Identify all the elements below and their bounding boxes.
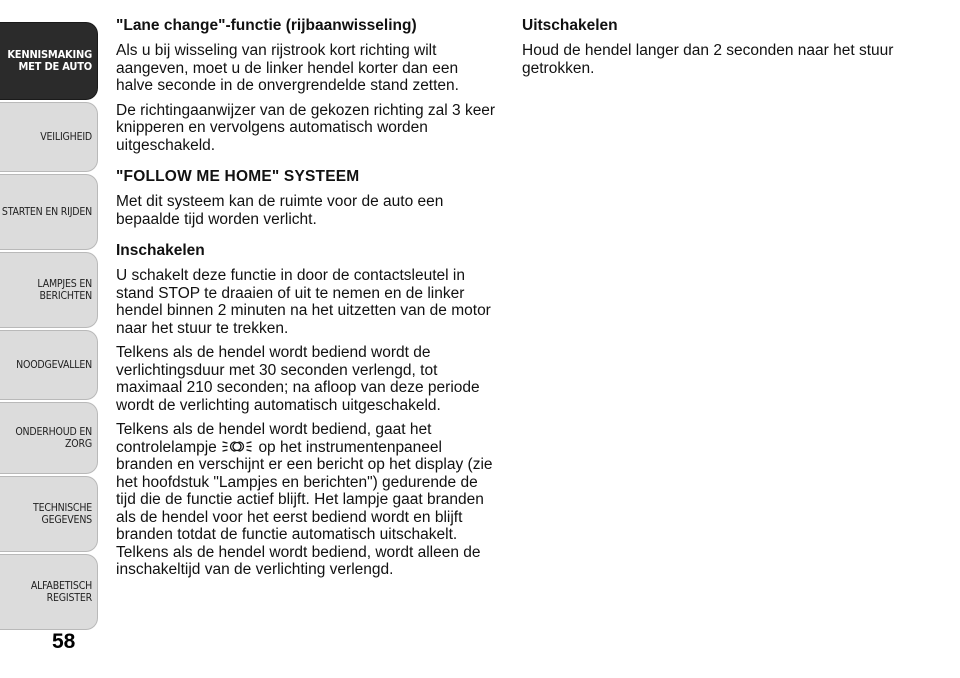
left-column bbox=[116, 17, 498, 579]
tab-lampjes-en-berichten[interactable] bbox=[0, 252, 98, 328]
inschakelen-paragraph-3-start: Telkens als de hendel wordt bediend, gaat het controlelampje bbox=[116, 421, 432, 456]
tab-label: NOODGEVALLEN bbox=[16, 359, 92, 371]
tab-label: LAMPJES EN BERICHTEN bbox=[37, 278, 92, 302]
tab-noodgevallen[interactable] bbox=[0, 330, 98, 400]
tab-label: STARTEN EN RIJDEN bbox=[1, 206, 92, 218]
lane-change-heading: "Lane change"-functie (rijbaanwisseling) bbox=[116, 17, 417, 34]
tab-label: TECHNISCHE GEGEVENS bbox=[33, 502, 92, 526]
tab-label: VEILIGHEID bbox=[40, 131, 92, 143]
tab-kennismaking[interactable] bbox=[0, 22, 98, 100]
inschakelen-paragraph-3 bbox=[116, 421, 498, 579]
inschakelen-paragraph-3-end: op het instrumentenpaneel branden en verschijnt er een bericht op het display (zie het hoofdstuk "Lampjes en berichten") gedurende de tijd die de functie actief blijft. Het lampje gaat branden als de hendel voor het eerst bediend wordt en blijft branden totdat de functie automatisch uitschakelt. Telkens als de hendel wordt bediend, wordt alleen de inschakeltijd van de verlichting verlengd. bbox=[116, 438, 493, 578]
uitschakelen-heading: Uitschakelen bbox=[522, 17, 618, 34]
tab-label: ONDERHOUD EN ZORG bbox=[15, 426, 92, 450]
page-number: 58 bbox=[52, 630, 76, 653]
right-column bbox=[522, 17, 902, 77]
lane-change-paragraph-2: De richtingaanwijzer van de gekozen richting zal 3 keer knipperen en vervolgens automatisch worden uitgeschakeld. bbox=[116, 101, 496, 154]
uitschakelen-paragraph: Houd de hendel langer dan 2 seconden naar het stuur getrokken. bbox=[522, 42, 894, 77]
tab-starten-en-rijden[interactable] bbox=[0, 174, 98, 250]
tab-alfabetisch-register[interactable] bbox=[0, 554, 98, 630]
chapter-sidebar bbox=[0, 0, 100, 678]
lane-change-paragraph-1: Als u bij wisseling van rijstrook kort richting wilt aangeven, moet u de linker hendel korter dan een halve seconde in de onvergrendelde stand zetten. bbox=[116, 42, 459, 94]
inschakelen-heading: Inschakelen bbox=[116, 242, 205, 259]
follow-me-home-heading: "FOLLOW ME HOME" SYSTEEM bbox=[116, 168, 360, 185]
tab-onderhoud-en-zorg[interactable] bbox=[0, 402, 98, 474]
follow-me-home-paragraph: Met dit systeem kan de ruimte voor de auto een bepaalde tijd worden verlicht. bbox=[116, 193, 444, 228]
inschakelen-paragraph-1: U schakelt deze functie in door de contactsleutel in stand STOP te draaien of uit te nemen en de linker hendel binnen 2 minuten na het uitzetten van de motor naar het stuur te trekken. bbox=[116, 267, 491, 337]
tab-label: ALFABETISCH REGISTER bbox=[30, 580, 92, 604]
tab-technische-gegevens[interactable] bbox=[0, 476, 98, 552]
tab-veiligheid[interactable] bbox=[0, 102, 98, 172]
inschakelen-paragraph-2: Telkens als de hendel wordt bediend wordt de verlichtingsduur met 30 seconden verlengd, tot maximaal 210 seconden; na afloop van deze periode wordt de verlichting automatisch uitgeschakeld. bbox=[116, 344, 480, 414]
side-lights-icon bbox=[222, 440, 252, 453]
tab-label: KENNISMAKING MET DE AUTO bbox=[7, 48, 92, 73]
